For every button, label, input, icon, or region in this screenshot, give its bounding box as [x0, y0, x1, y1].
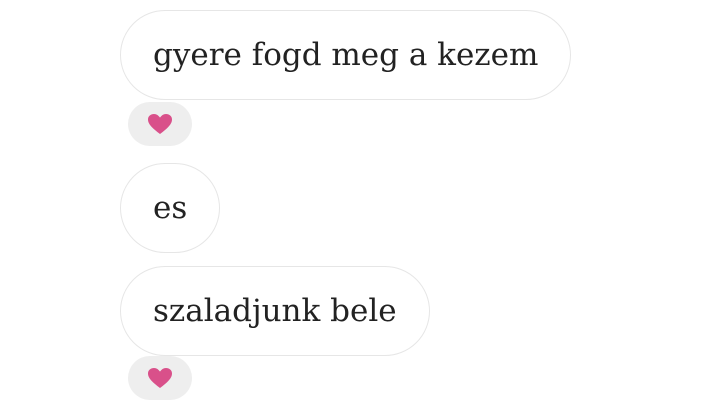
message-bubble[interactable]: szaladjunk bele	[120, 266, 430, 356]
heart-icon	[147, 366, 173, 390]
message-bubble[interactable]: gyere fogd meg a kezem	[120, 10, 571, 100]
reaction-badge[interactable]	[128, 102, 192, 146]
heart-icon	[147, 112, 173, 136]
message-bubble[interactable]: es	[120, 163, 220, 253]
reaction-badge[interactable]	[128, 356, 192, 400]
